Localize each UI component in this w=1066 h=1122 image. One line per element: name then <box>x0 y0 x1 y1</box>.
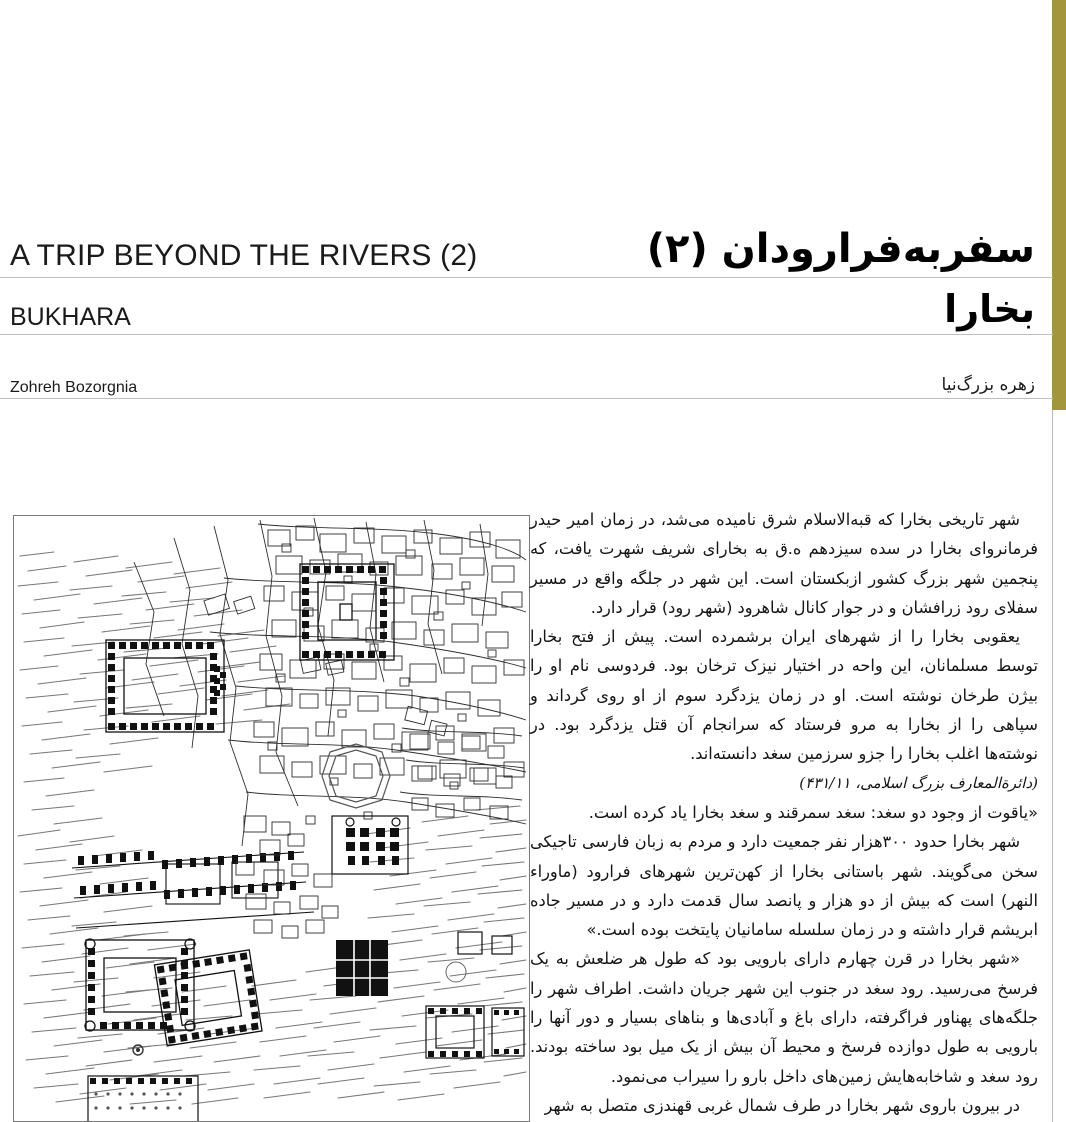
header-rule-author <box>0 398 1053 399</box>
article-subtitle-persian: بخارا <box>944 287 1035 331</box>
body-paragraph: (دائرة‌المعارف بزرگ اسلامی، ۴۳۱/۱۱) <box>799 773 1038 792</box>
article-author-persian: زهره بزرگ‌نیا <box>941 375 1035 395</box>
body-paragraph: در بیرون باروی شهر بخارا در طرف شمال غربی قهندزی متصل به شهر <box>544 1095 1020 1115</box>
body-paragraph: یعقوبی بخارا را از شهرهای ایران برشمرده است. پیش از فتح بخارا توسط مسلمانان، این واحه در اختیار نیزک ترخان بود. فردوسی نام او را بیژن طرخان نوشته است. او در زمان یزدگرد سوم از او روی گرداند و سپاهی را از بخارا به مرو فرستاد که سرانجام آن قتل یزدگرد بود. در نوشته‌ها اغلب بخارا را جزو سرزمین سغد دانسته‌اند. <box>530 627 1038 764</box>
historical-city-plan-of-bukhara <box>13 515 530 1122</box>
article-subtitle-english: BUKHARA <box>10 303 131 331</box>
article-title-english: A TRIP BEYOND THE RIVERS (2) <box>10 239 478 272</box>
header-rule-subtitle <box>0 334 1053 335</box>
right-edge-accent-bar <box>1052 0 1066 410</box>
body-paragraph: شهر تاریخی بخارا که قبه‌الاسلام شرق نامیده می‌شد، در زمان امیر حیدر فرمانروای بخارا در سده سیزدهم ه.ق به بخارای شریف شهرت یافت، که پنجمین شهر بزرگ کشور ازبکستان است. این شهر در جلگه واقع در مسیر سفلای رود زرافشان و در جوار کانال شاهرود (شهر رود) قرار دارد. <box>530 510 1038 617</box>
article-header <box>0 225 1053 410</box>
body-paragraph: شهر بخارا حدود ۳۰۰هزار نفر جمعیت دارد و مردم به زبان فارسی تاجیکی سخن می‌گویند. شهر باستانی بخارا از کهن‌ترین شهرهای فرارود (ماوراء النهر) است که بیش از دو هزار و پانصد سال قدمت دارد و در مسیر جاده ابریشم قرار داشته و در زمان سلسله سامانیان پایتخت بوده است.» <box>530 832 1038 940</box>
monument-solid-block <box>336 940 388 996</box>
city-plan-drawing <box>14 516 529 1121</box>
body-paragraph: «شهر بخارا در قرن چهارم دارای بارویی بود که طول هر ضلعش به یک فرسخ می‌رسید. رود سغد در جنوب این شهر جریان داشت. اطراف شهر را جلگه‌های پهناور فراگرفته، دارای باغ و آبادی‌ها و بناهای بسیار و دور آنها را بارویی به طول دوازده فرسخ و محیط آن بیش از یک میل بود ساخته بودند. رود سغد و شاخابه‌هایش زمین‌های داخل بارو را سیراب می‌نمود. <box>530 949 1038 1086</box>
header-rule-title <box>0 277 1053 278</box>
right-edge-vertical-rule <box>1052 410 1053 1122</box>
body-paragraph: «یاقوت از وجود دو سغد: سغد سمرقند و سغد بخارا یاد کرده است. <box>588 802 1038 822</box>
article-body-column <box>530 505 1038 1120</box>
article-author-english: Zohreh Bozorgnia <box>10 379 138 396</box>
article-title-persian: سفر‌به‌فرارودان (۲) <box>646 226 1035 272</box>
